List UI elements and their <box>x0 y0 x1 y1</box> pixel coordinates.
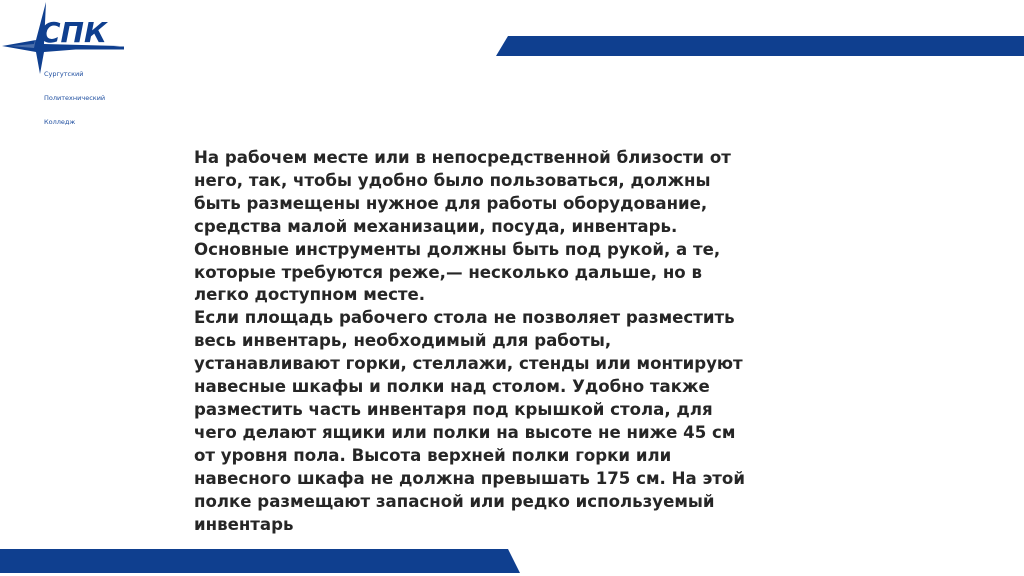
logo-wordmark: СПК <box>40 16 107 49</box>
college-logo <box>0 0 140 126</box>
logo-caption-line-1: Сургутский <box>44 70 84 78</box>
logo-caption <box>44 54 105 142</box>
main-text-block <box>194 147 854 536</box>
paragraph-workplace-equipment: На рабочем месте или в непосредственной близости от него, так, чтобы удобно было пользоваться, должны быть размещены нужное для работы оборудование, средства малой механизации, посуда, инвентарь. Основные инструменты должны быть под рукой, а те, которые требуются реже,— несколько дальше, но в легко доступном месте. <box>194 148 731 305</box>
logo-caption-line-2: Политехнический <box>44 94 106 102</box>
logo-caption-line-3: Колледж <box>44 118 76 126</box>
top-decorative-stripe <box>496 36 1024 56</box>
paragraph-storage-shelving: Если площадь рабочего стола не позволяет разместить весь инвентарь, необходимый для работы, устанавливают горки, стеллажи, стенды или монтируют навесные шкафы и полки над столом. Удобно также разместить часть инвентаря под крышкой стола, для чего делают ящики или полки на высоте не ниже 45 см от уровня пола. Высота верхней полки горки или навесного шкафа не должна превышать 175 см. На этой полке размещают запасной или редко используемый инвентарь <box>194 308 745 534</box>
bottom-decorative-stripe <box>0 549 520 573</box>
